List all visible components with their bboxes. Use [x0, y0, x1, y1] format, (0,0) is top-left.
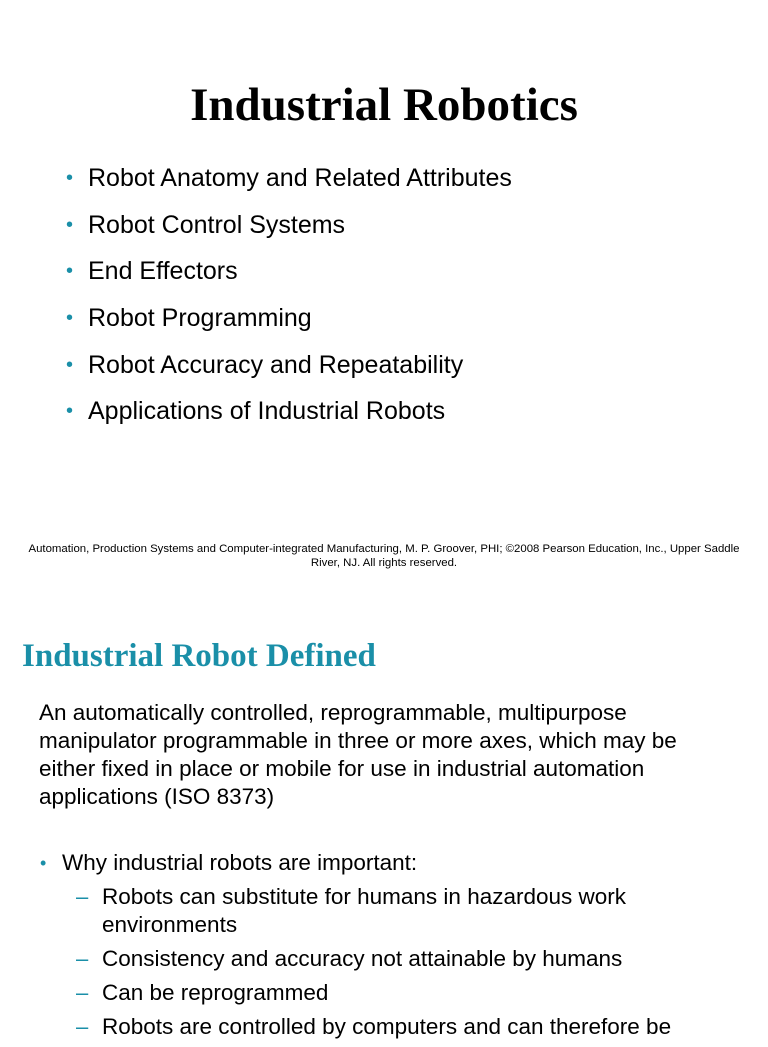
reason-item: [76, 1013, 716, 1041]
reason-text: Robots can substitute for humans in hazardous work environments: [102, 884, 627, 937]
section-title: Industrial Robot Defined: [22, 638, 376, 675]
bullet-icon: •: [40, 853, 47, 873]
dash-icon: –: [76, 1014, 89, 1039]
definition-text: An automatically controlled, reprogrammable, multipurpose manipulator programmable in three or more axes, which may be either fixed in place or mobile for use in industrial automation applications (ISO 8373): [39, 699, 677, 809]
bullet-icon: •: [66, 307, 74, 330]
reason-text: Robots are controlled by computers and can therefore be: [102, 1014, 672, 1039]
why-heading-text: Why industrial robots are important:: [62, 850, 418, 875]
topic-item: [66, 160, 512, 207]
bullet-icon: •: [66, 400, 74, 423]
bullet-icon: •: [66, 167, 74, 189]
topic-item: [66, 393, 512, 440]
reason-text: Can be reprogrammed: [102, 980, 329, 1005]
dash-icon: –: [76, 980, 89, 1005]
reason-item: [76, 979, 716, 1007]
dash-icon: –: [76, 946, 89, 971]
reason-item: [76, 883, 716, 939]
reason-item: [76, 945, 716, 973]
topic-text: Robot Accuracy and Repeatability: [88, 350, 464, 379]
topic-text: Robot Anatomy and Related Attributes: [88, 164, 512, 192]
topic-text: Applications of Industrial Robots: [88, 397, 446, 426]
why-heading: [40, 849, 417, 877]
topic-text: Robot Control Systems: [88, 210, 346, 239]
dash-icon: –: [76, 884, 89, 909]
topic-item: [66, 253, 512, 300]
slide-title: Industrial Robotics: [190, 79, 578, 132]
bullet-icon: •: [66, 260, 74, 283]
topic-text: Robot Programming: [88, 304, 312, 333]
bullet-icon: •: [66, 213, 74, 236]
copyright-footer: Automation, Production Systems and Computer-integrated Manufacturing, M. P. Groover, PHI; ©2008 Pearson Education, Inc., Upper Saddle River, NJ. All rights reserved.: [28, 543, 740, 569]
bullet-icon: •: [66, 353, 74, 376]
topic-item: [66, 207, 512, 254]
topic-item: [66, 347, 512, 394]
topic-item: [66, 300, 512, 347]
topic-text: End Effectors: [88, 257, 238, 286]
reason-text: Consistency and accuracy not attainable by humans: [102, 946, 623, 971]
topic-list: [66, 160, 512, 440]
reason-list: [76, 883, 716, 1047]
